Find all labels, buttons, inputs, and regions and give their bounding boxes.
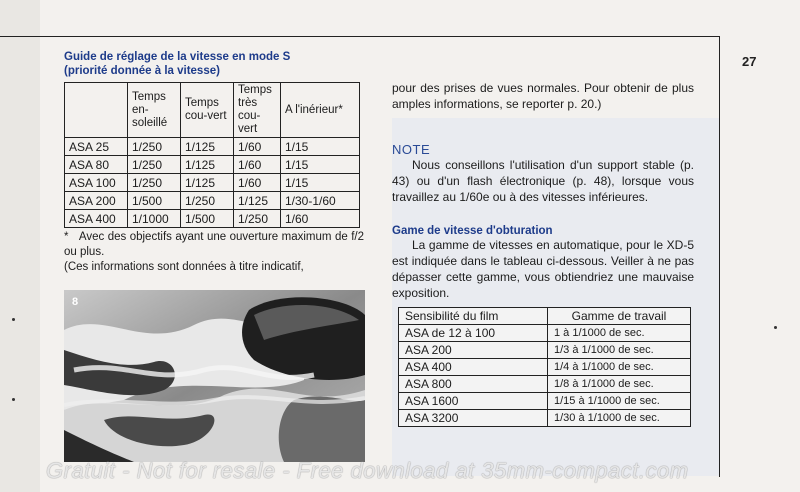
table-row (399, 376, 691, 393)
table-cell: 1/15 (281, 174, 360, 192)
shutter-range-table (398, 307, 691, 427)
left-column (64, 50, 364, 275)
right-column (392, 80, 694, 427)
waterfall-image (64, 290, 365, 462)
guide-title: Guide de réglage de la vitesse en mode S (64, 51, 291, 63)
photo-label: 8 (72, 296, 79, 308)
watermark: Gratuit - Not for resale - Free download at 35mm-compact.com (46, 458, 689, 483)
table-cell: ASA 200 (65, 192, 128, 210)
table-row (399, 359, 691, 376)
footnote-star: * (64, 231, 69, 243)
table-cell: ASA 400 (65, 210, 128, 228)
table-row (399, 342, 691, 359)
table-cell: 1/250 (181, 192, 234, 210)
table-header: Temps cou-vert (181, 83, 234, 138)
table-cell: 1/15 (281, 156, 360, 174)
table-row (399, 393, 691, 410)
continued-paragraph (392, 80, 694, 112)
note-heading: NOTE (392, 142, 431, 157)
table-cell: 1/60 (234, 138, 281, 156)
binding-rule (0, 36, 40, 37)
range-header: Gamme de travail (548, 308, 691, 325)
table-cell: ASA 3200 (399, 410, 548, 427)
table-cell: 1/30-1/60 (281, 192, 360, 210)
table-cell: 1/3 à 1/1000 de sec. (548, 342, 691, 359)
table-cell: 1/250 (128, 156, 181, 174)
waterfall-photo (64, 290, 365, 462)
note-paragraph (392, 157, 694, 205)
table-row (399, 410, 691, 427)
table-header: Temps très cou-vert (234, 83, 281, 138)
binding-dot (12, 398, 15, 401)
table-cell: 1/250 (128, 138, 181, 156)
table-row (65, 210, 360, 228)
table-cell: 1/125 (181, 156, 234, 174)
table-cell: 1/4 à 1/1000 de sec. (548, 359, 691, 376)
table-cell: 1 à 1/1000 de sec. (548, 325, 691, 342)
table-cell: 1/500 (181, 210, 234, 228)
table-row (65, 192, 360, 210)
range-header: Sensibilité du film (399, 308, 548, 325)
info-note: (Ces informations sont données à titre indicatif, (64, 261, 304, 273)
table-header-row (65, 83, 360, 138)
table-cell: 1/60 (234, 156, 281, 174)
table-row (65, 138, 360, 156)
table-cell: 1/125 (234, 192, 281, 210)
footnote (64, 230, 364, 275)
note-text: Nous conseillons l'utilisation d'un support stable (p. 43) ou d'un flash électronique (p. 48), lorsque vous travaillez au 1/60e ou à des vitesses inférieures. (392, 158, 694, 204)
table-row (399, 325, 691, 342)
table-cell: 1/60 (281, 210, 360, 228)
speed-guide-table (64, 82, 360, 228)
table-cell: 1/125 (181, 138, 234, 156)
page-binding (0, 0, 40, 492)
game-heading: Game de vitesse d'obturation (392, 225, 553, 237)
table-cell: ASA 200 (399, 342, 548, 359)
table-cell: ASA 25 (65, 138, 128, 156)
game-paragraph (392, 237, 694, 301)
table-cell: ASA 1600 (399, 393, 548, 410)
table-cell: 1/15 (281, 138, 360, 156)
table-row (65, 156, 360, 174)
table-header: Temps en-soleillé (128, 83, 181, 138)
table-cell: 1/250 (234, 210, 281, 228)
table-cell: ASA 80 (65, 156, 128, 174)
table-cell: ASA de 12 à 100 (399, 325, 548, 342)
guide-subtitle: (priorité donnée à la vitesse) (64, 65, 220, 77)
binding-dot (12, 318, 15, 321)
table-cell: ASA 800 (399, 376, 548, 393)
table-header: A l'inérieur* (281, 83, 360, 138)
table-cell: 1/250 (128, 174, 181, 192)
table-cell: 1/125 (181, 174, 234, 192)
table-cell: 1/15 à 1/1000 de sec. (548, 393, 691, 410)
range-header-row (399, 308, 691, 325)
margin-dot (774, 326, 777, 329)
footnote-text: Avec des objectifs ayant une ouverture maximum de f/2 ou plus. (64, 231, 364, 258)
continued-text: pour des prises de vues normales. Pour obtenir de plus amples informations, se reporter p. 20.) (392, 81, 694, 111)
table-cell: 1/8 à 1/1000 de sec. (548, 376, 691, 393)
table-cell: ASA 400 (399, 359, 548, 376)
table-row (65, 174, 360, 192)
table-cell: 1/500 (128, 192, 181, 210)
table-cell: 1/60 (234, 174, 281, 192)
table-cell: 1/30 à 1/1000 de sec. (548, 410, 691, 427)
table-cell: 1/1000 (128, 210, 181, 228)
game-text: La gamme de vitesses en automatique, pour le XD-5 est indiquée dans le tableau ci-dessous. Veiller à ne pas dépasser cette gamme, vous obtiendriez une mauvaise exposition. (392, 238, 694, 300)
table-cell: ASA 100 (65, 174, 128, 192)
page-number: 27 (742, 54, 757, 69)
table-header (65, 83, 128, 138)
